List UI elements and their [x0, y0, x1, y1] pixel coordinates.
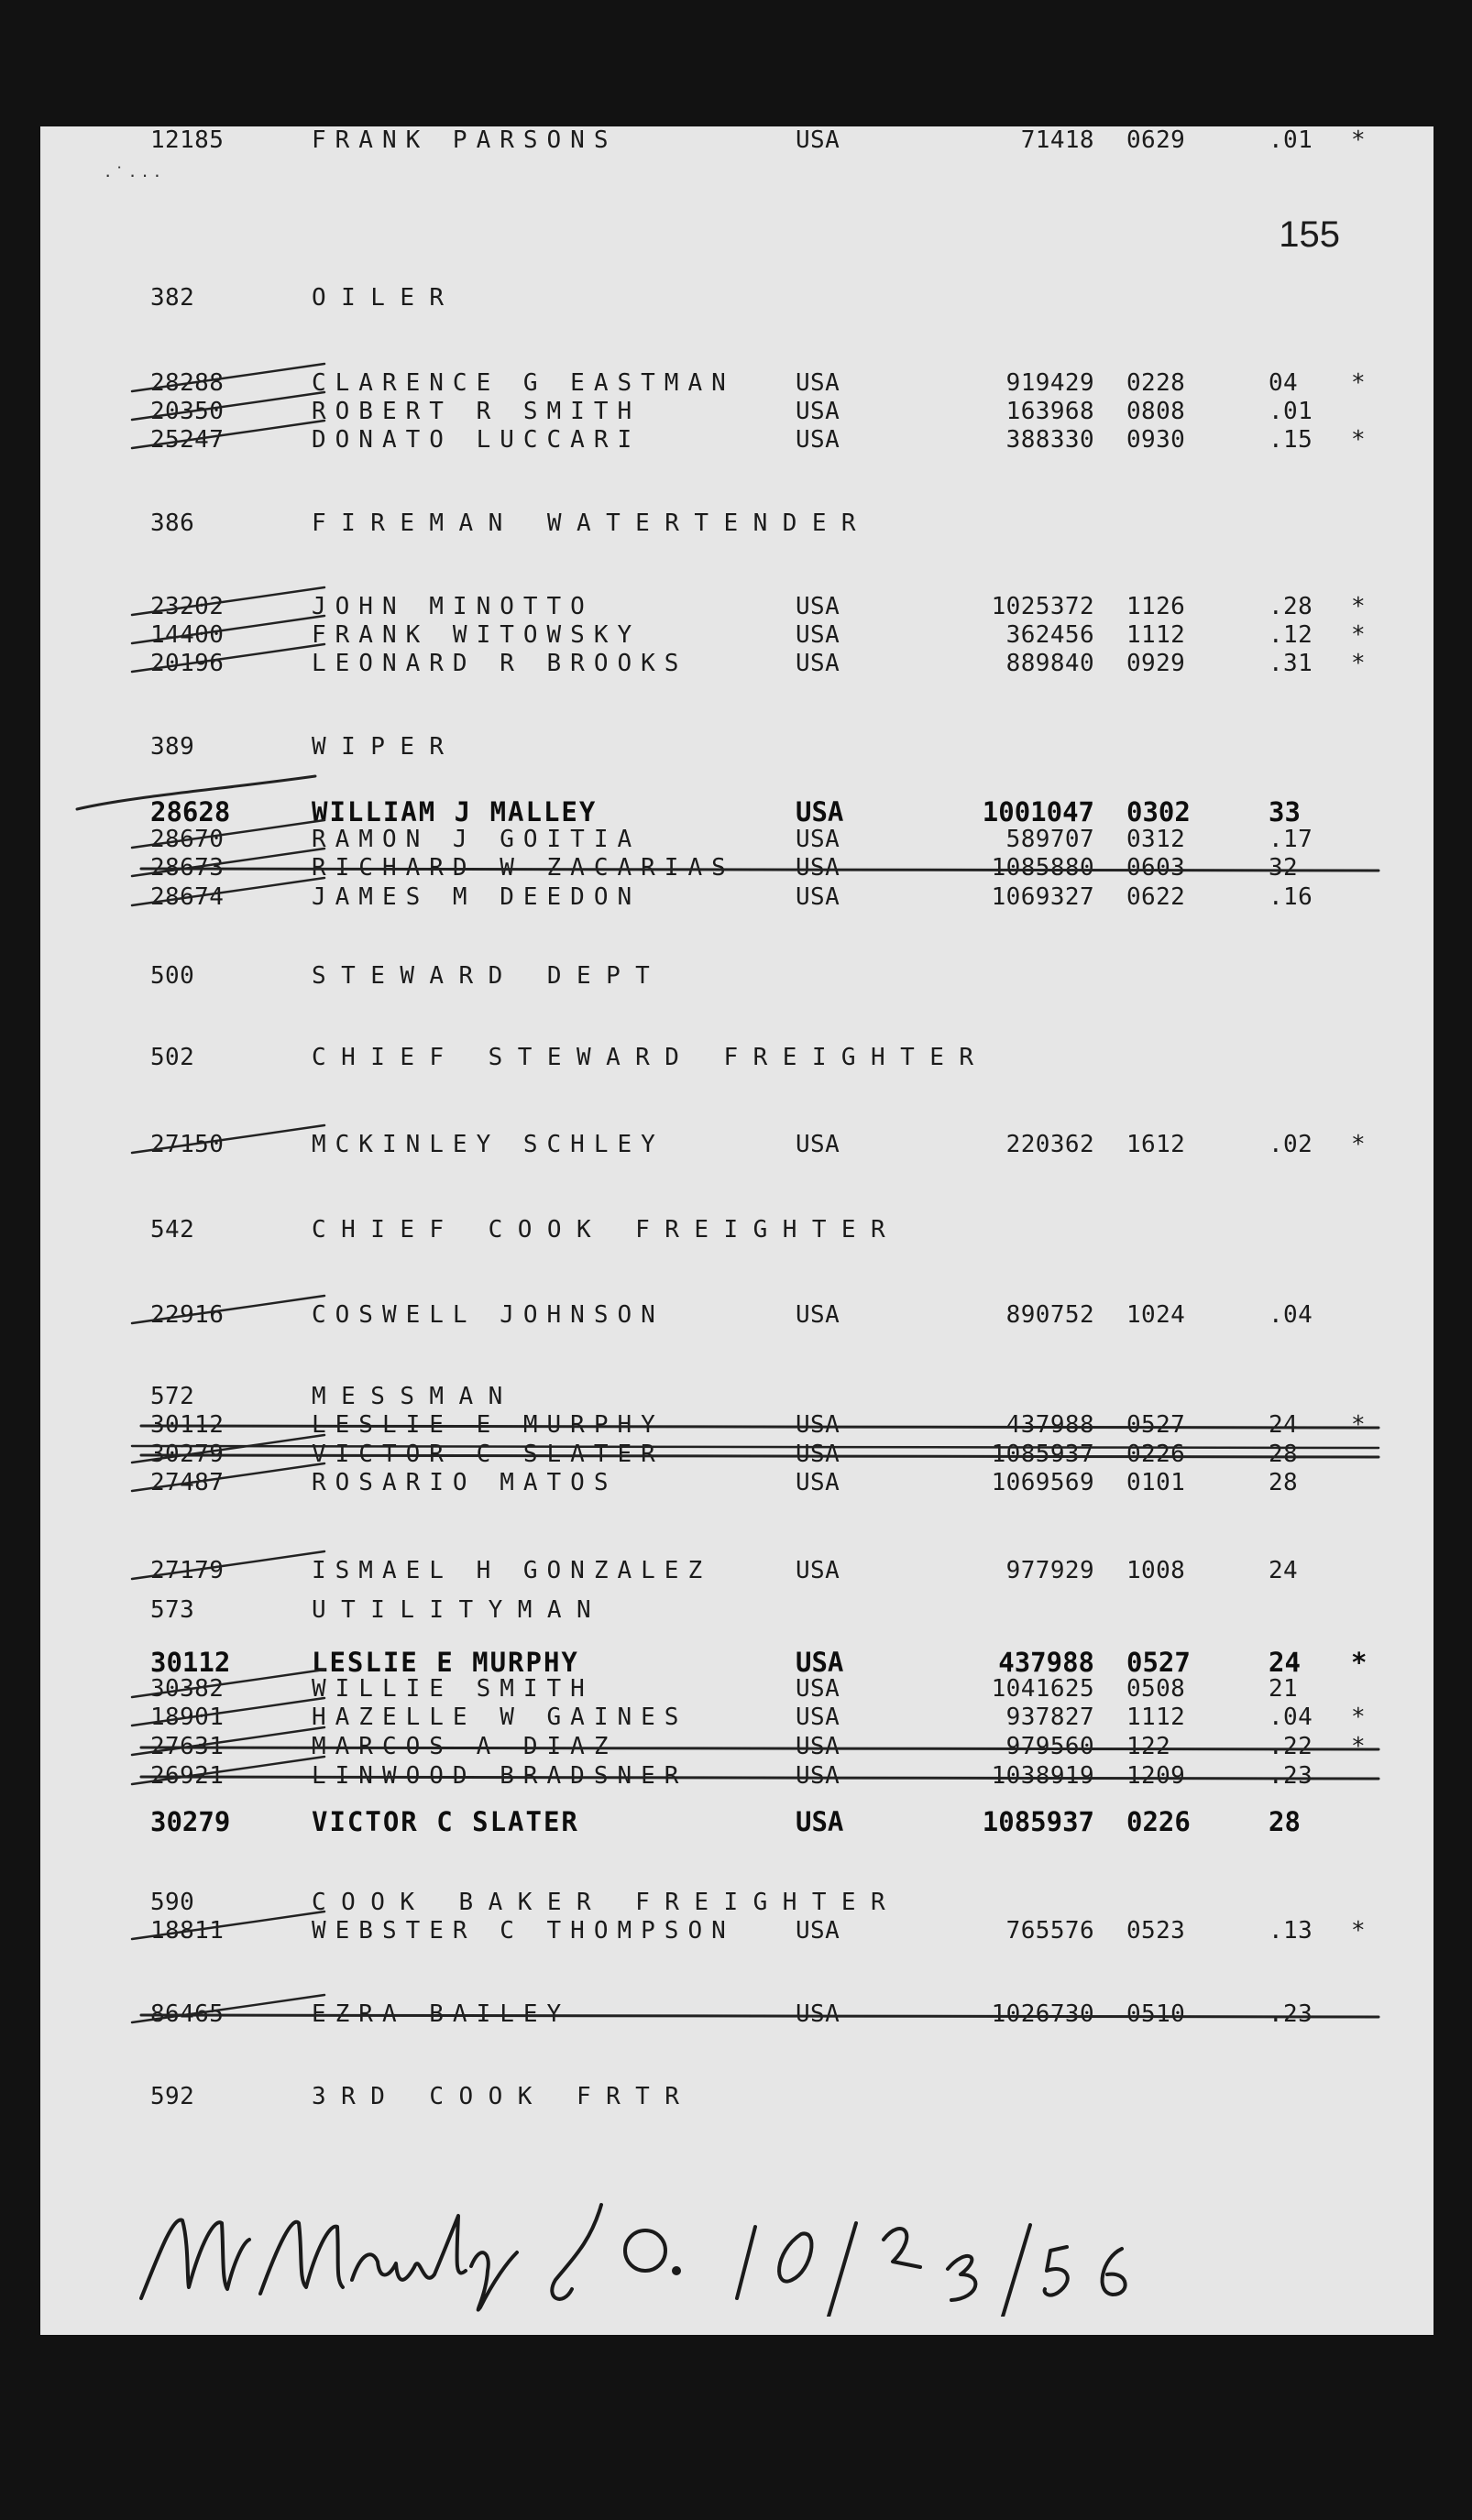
crew-name: ROBERT R SMITH — [312, 398, 642, 425]
margin-speckles: · ˙ · · · — [104, 163, 161, 186]
nationality: USA — [796, 369, 840, 397]
date-code: 0930 — [1126, 426, 1186, 454]
pen-stroke — [132, 421, 324, 448]
asterisk-mark: * — [1351, 426, 1367, 454]
nationality: USA — [796, 593, 840, 620]
nationality: USA — [796, 1733, 840, 1760]
pen-stroke — [141, 869, 1379, 871]
z-number: 1026730 — [991, 2000, 1094, 2028]
value-code: .28 — [1269, 593, 1313, 620]
z-number: 362456 — [1005, 621, 1094, 649]
crew-number: 25247 — [150, 426, 225, 454]
z-number: 889840 — [1005, 650, 1094, 677]
pen-stroke — [132, 1912, 324, 1939]
rating-title: U T I L I T Y M A N — [312, 1596, 592, 1624]
crew-number: 86465 — [150, 2000, 225, 2028]
nationality: USA — [796, 426, 840, 454]
crew-number: 23202 — [150, 593, 225, 620]
crew-name: JOHN MINOTTO — [312, 593, 594, 620]
rating-code: 386 — [150, 509, 195, 537]
rating-title: F I R E M A N W A T E R T E N D E R — [312, 509, 856, 537]
crew-number: 28673 — [150, 854, 225, 882]
crew-name: LESLIE E MURPHY — [312, 1411, 665, 1439]
crew-name: MCKINLEY SCHLEY — [312, 1131, 665, 1158]
value-code: .22 — [1269, 1733, 1313, 1760]
asterisk-mark: * — [1351, 1733, 1367, 1760]
crew-name: COSWELL JOHNSON — [312, 1301, 665, 1329]
crew-number: 30112 — [150, 1411, 225, 1439]
pen-stroke — [132, 849, 324, 876]
value-code: 28 — [1269, 1441, 1299, 1468]
rating-title: C H I E F S T E W A R D F R E I G H T E R — [312, 1044, 974, 1071]
z-number: 979560 — [1005, 1733, 1094, 1760]
nationality: USA — [796, 1806, 844, 1837]
z-number: 71418 — [1020, 126, 1094, 154]
asterisk-mark: * — [1351, 1917, 1367, 1945]
value-code: .01 — [1269, 126, 1313, 154]
pen-stroke — [132, 1446, 1379, 1448]
date-code: 0629 — [1126, 126, 1186, 154]
rating-code: 542 — [150, 1216, 195, 1244]
value-code: .04 — [1269, 1704, 1313, 1731]
z-number: 1085880 — [991, 854, 1094, 882]
value-code: .23 — [1269, 2000, 1313, 2028]
nationality: USA — [796, 1917, 840, 1945]
nationality: USA — [796, 1557, 840, 1584]
pen-stroke — [132, 1551, 324, 1579]
crew-number: 30279 — [150, 1441, 225, 1468]
rating-title: O I L E R — [312, 284, 445, 312]
crew-number: 30279 — [150, 1806, 231, 1837]
crew-name: WILLIAM J MALLEY — [312, 796, 598, 827]
pen-stroke — [132, 1296, 324, 1323]
crew-number: 22916 — [150, 1301, 225, 1329]
crew-number: 18901 — [150, 1704, 225, 1731]
nationality: USA — [796, 1301, 840, 1329]
pen-stroke — [132, 587, 324, 615]
crew-name: WEBSTER C THOMPSON — [312, 1917, 735, 1945]
crew-name: LINWOOD BRADSNER — [312, 1762, 688, 1790]
page-number: 155 — [1279, 214, 1340, 255]
crew-name: CLARENCE G EASTMAN — [312, 369, 735, 397]
crew-number: 28674 — [150, 883, 225, 911]
value-code: .12 — [1269, 621, 1313, 649]
asterisk-mark: * — [1351, 621, 1367, 649]
crew-number: 12185 — [150, 126, 225, 154]
date-code: 122 — [1126, 1733, 1171, 1760]
value-code: .01 — [1269, 398, 1313, 425]
z-number: 1001047 — [982, 796, 1094, 827]
date-code: 1209 — [1126, 1762, 1186, 1790]
date-code: 1112 — [1126, 1704, 1186, 1731]
pen-stroke — [132, 1698, 324, 1726]
crew-number: 14400 — [150, 621, 225, 649]
nationality: USA — [796, 796, 844, 827]
z-number: 1069327 — [991, 883, 1094, 911]
date-code: 0527 — [1126, 1411, 1186, 1439]
crew-name: HAZELLE W GAINES — [312, 1704, 688, 1731]
z-number: 437988 — [1005, 1411, 1094, 1439]
z-number: 1025372 — [991, 593, 1094, 620]
date-code: 0929 — [1126, 650, 1186, 677]
pen-stroke — [132, 616, 324, 643]
crew-number: 20350 — [150, 398, 225, 425]
pen-stroke — [132, 1435, 324, 1463]
value-code: 32 — [1269, 854, 1299, 882]
date-code: 1612 — [1126, 1131, 1186, 1158]
pen-stroke — [132, 878, 324, 905]
z-number: 890752 — [1005, 1301, 1094, 1329]
crew-number: 30382 — [150, 1675, 225, 1703]
nationality: USA — [796, 1411, 840, 1439]
value-code: 24 — [1269, 1647, 1301, 1678]
pen-stroke — [141, 1426, 1379, 1428]
rating-code: 572 — [150, 1383, 195, 1410]
rating-title: S T E W A R D D E P T — [312, 962, 651, 990]
value-code: .02 — [1269, 1131, 1313, 1158]
nationality: USA — [796, 826, 840, 853]
date-code: 0508 — [1126, 1675, 1186, 1703]
nationality: USA — [796, 126, 840, 154]
value-code: .31 — [1269, 650, 1313, 677]
date-code: 0808 — [1126, 398, 1186, 425]
nationality: USA — [796, 1675, 840, 1703]
value-code: 24 — [1269, 1411, 1299, 1439]
asterisk-mark: * — [1351, 1411, 1367, 1439]
nationality: USA — [796, 650, 840, 677]
crew-name: MARCOS A DIAZ — [312, 1733, 618, 1760]
crew-number: 30112 — [150, 1647, 231, 1678]
crew-name: ROSARIO MATOS — [312, 1469, 618, 1496]
nationality: USA — [796, 398, 840, 425]
nationality: USA — [796, 883, 840, 911]
pen-stroke — [141, 1748, 1379, 1749]
z-number: 388330 — [1005, 426, 1094, 454]
z-number: 437988 — [998, 1647, 1094, 1678]
value-code: 28 — [1269, 1806, 1301, 1837]
crew-number: 27150 — [150, 1131, 225, 1158]
rating-title: C O O K B A K E R F R E I G H T E R — [312, 1889, 886, 1916]
asterisk-mark: * — [1351, 650, 1367, 677]
date-code: 0226 — [1126, 1806, 1191, 1837]
handwritten-signature — [132, 2179, 1232, 2317]
asterisk-mark: * — [1351, 1704, 1367, 1731]
value-code: 33 — [1269, 796, 1301, 827]
nationality: USA — [796, 1131, 840, 1158]
nationality: USA — [796, 1762, 840, 1790]
z-number: 977929 — [1005, 1557, 1094, 1584]
rating-code: 389 — [150, 733, 195, 761]
value-code: .17 — [1269, 826, 1313, 853]
nationality: USA — [796, 1704, 840, 1731]
date-code: 0510 — [1126, 2000, 1186, 2028]
asterisk-mark: * — [1351, 369, 1367, 397]
z-number: 1069569 — [991, 1469, 1094, 1496]
pen-stroke — [132, 1670, 324, 1697]
crew-name: EZRA BAILEY — [312, 2000, 571, 2028]
value-code: .23 — [1269, 1762, 1313, 1790]
pen-stroke — [132, 820, 324, 848]
z-number: 1038919 — [991, 1762, 1094, 1790]
date-code: 0228 — [1126, 369, 1186, 397]
z-number: 937827 — [1005, 1704, 1094, 1731]
asterisk-mark: * — [1351, 1131, 1367, 1158]
z-number: 1085937 — [982, 1806, 1094, 1837]
crew-number: 28670 — [150, 826, 225, 853]
pen-stroke — [132, 1757, 324, 1784]
crew-name: LEONARD R BROOKS — [312, 650, 688, 677]
nationality: USA — [796, 1469, 840, 1496]
asterisk-mark: * — [1351, 593, 1367, 620]
date-code: 1024 — [1126, 1301, 1186, 1329]
z-number: 1041625 — [991, 1675, 1094, 1703]
date-code: 0101 — [1126, 1469, 1186, 1496]
crew-name: LESLIE E MURPHY — [312, 1647, 579, 1678]
crew-number: 28288 — [150, 369, 225, 397]
crew-name: JAMES M DEEDON — [312, 883, 642, 911]
date-code: 1126 — [1126, 593, 1186, 620]
crew-name: FRANK WITOWSKY — [312, 621, 642, 649]
value-code: 28 — [1269, 1469, 1299, 1496]
z-number: 919429 — [1005, 369, 1094, 397]
crew-number: 18811 — [150, 1917, 225, 1945]
pen-stroke — [77, 776, 315, 809]
asterisk-mark: * — [1351, 1647, 1368, 1678]
date-code: 1008 — [1126, 1557, 1186, 1584]
rating-title: 3 R D C O O K F R T R — [312, 2083, 680, 2110]
pen-stroke — [132, 364, 324, 391]
crew-name: VICTOR C SLATER — [312, 1441, 665, 1468]
z-number: 163968 — [1005, 398, 1094, 425]
pen-stroke — [141, 1455, 1379, 1457]
date-code: 0226 — [1126, 1441, 1186, 1468]
value-code: 04 — [1269, 369, 1299, 397]
crew-name: WILLIE SMITH — [312, 1675, 594, 1703]
pen-stroke — [132, 1463, 324, 1491]
value-code: 21 — [1269, 1675, 1299, 1703]
crew-name: FRANK PARSONS — [312, 126, 618, 154]
value-code: .16 — [1269, 883, 1313, 911]
z-number: 1085937 — [991, 1441, 1094, 1468]
pen-stroke — [132, 1125, 324, 1153]
crew-name: RAMON J GOITIA — [312, 826, 642, 853]
crew-name: RICHARD W ZACARIAS — [312, 854, 735, 882]
asterisk-mark: * — [1351, 126, 1367, 154]
crew-name: ISMAEL H GONZALEZ — [312, 1557, 712, 1584]
pen-stroke — [132, 1727, 324, 1755]
date-code: 0312 — [1126, 826, 1186, 853]
pen-stroke — [132, 1995, 324, 2022]
rating-code: 592 — [150, 2083, 195, 2110]
date-code: 0622 — [1126, 883, 1186, 911]
pen-stroke — [141, 2015, 1379, 2017]
rating-code: 382 — [150, 284, 195, 312]
value-code: .13 — [1269, 1917, 1313, 1945]
date-code: 0523 — [1126, 1917, 1186, 1945]
date-code: 1112 — [1126, 621, 1186, 649]
crew-number: 20196 — [150, 650, 225, 677]
value-code: 24 — [1269, 1557, 1299, 1584]
rating-title: M E S S M A N — [312, 1383, 503, 1410]
nationality: USA — [796, 854, 840, 882]
pen-stroke — [132, 392, 324, 420]
rating-code: 573 — [150, 1596, 195, 1624]
z-number: 765576 — [1005, 1917, 1094, 1945]
rating-code: 500 — [150, 962, 195, 990]
crew-name: VICTOR C SLATER — [312, 1806, 579, 1837]
pen-stroke — [141, 1777, 1379, 1779]
handwritten-strikeouts — [40, 126, 1434, 2335]
nationality: USA — [796, 1441, 840, 1468]
z-number: 220362 — [1005, 1131, 1094, 1158]
crew-number: 27631 — [150, 1733, 225, 1760]
rating-code: 590 — [150, 1889, 195, 1916]
rating-title: C H I E F C O O K F R E I G H T E R — [312, 1216, 886, 1244]
crew-name: DONATO LUCCARI — [312, 426, 642, 454]
crew-number: 27179 — [150, 1557, 225, 1584]
date-code: 0302 — [1126, 796, 1191, 827]
value-code: .15 — [1269, 426, 1313, 454]
date-code: 0527 — [1126, 1647, 1191, 1678]
date-code: 0603 — [1126, 854, 1186, 882]
rating-code: 502 — [150, 1044, 195, 1071]
nationality: USA — [796, 621, 840, 649]
pen-stroke — [132, 644, 324, 672]
nationality: USA — [796, 1647, 844, 1678]
value-code: .04 — [1269, 1301, 1313, 1329]
z-number: 589707 — [1005, 826, 1094, 853]
rating-title: W I P E R — [312, 733, 445, 761]
crew-number: 27487 — [150, 1469, 225, 1496]
crew-number: 26921 — [150, 1762, 225, 1790]
crew-number: 28628 — [150, 796, 231, 827]
nationality: USA — [796, 2000, 840, 2028]
document-page — [40, 126, 1434, 2335]
